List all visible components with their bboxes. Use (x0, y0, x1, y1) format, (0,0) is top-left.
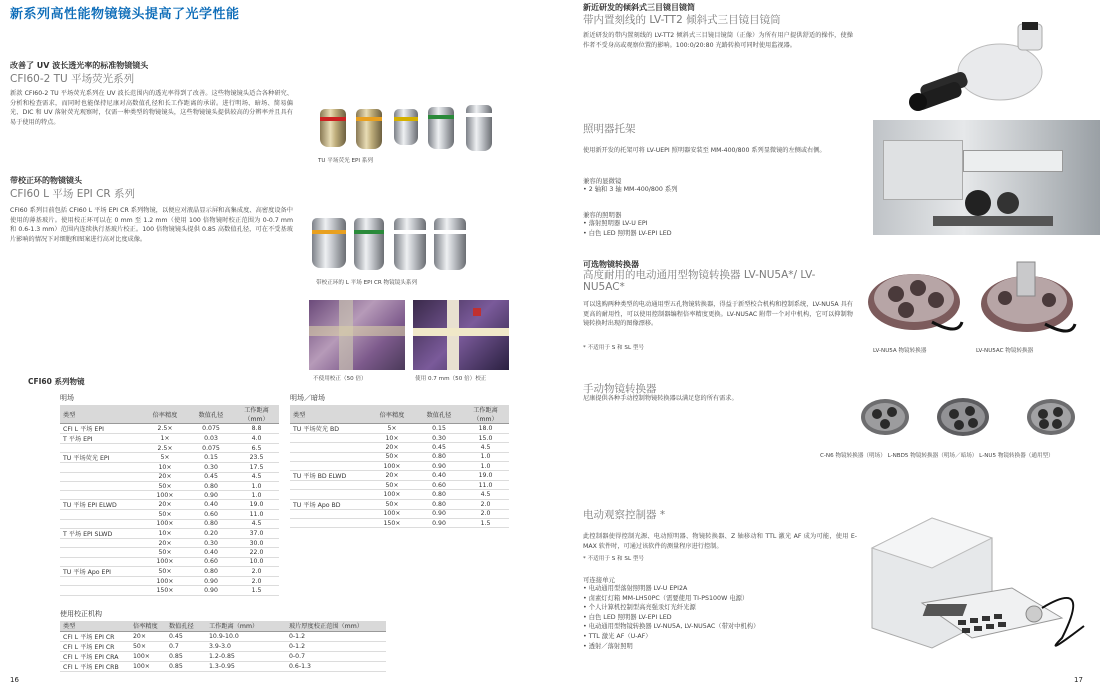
section2-heading: 带校正环的物镜镜头 (10, 176, 82, 185)
table-cell: 50× (368, 452, 416, 461)
table-cell: 0.20 (188, 529, 234, 539)
table-cell: 37.0 (234, 529, 279, 539)
table-cell (60, 576, 142, 585)
list-item: • 透射／落射照明 (583, 642, 633, 650)
table-cell: 50× (130, 641, 166, 651)
table-cell: 2.0 (462, 509, 509, 518)
table-cell: 11.0 (462, 481, 509, 490)
table-cell: 4.5 (234, 519, 279, 528)
table-cell: 17.5 (234, 463, 279, 472)
table-header-cell: 工作距离（mm） (234, 405, 279, 424)
table-cell: 20× (130, 631, 166, 641)
table-cell: CFI L 平场 EPI CRB (60, 661, 130, 671)
table-header-cell: 倍率精度 (130, 621, 166, 631)
table-row (60, 463, 279, 472)
table-row (60, 586, 279, 595)
table-cell: TU 平场 Apo EPI (60, 566, 142, 576)
r-section3-subheading: 高度耐用的电动通用型物镜转换器 LV-NU5A*/ LV-NU5AC* (583, 269, 816, 293)
r-section5-heading: 电动观察控制器 * (583, 509, 666, 521)
r-section1-subheading: 带内置刻线的 LV-TT2 倾斜式三目镜目镜筒 (583, 14, 781, 26)
table-cell: 0.40 (416, 471, 462, 481)
controller-photo (862, 508, 1090, 658)
table-cell: 0.60 (188, 557, 234, 566)
table-cell: 1.0 (234, 481, 279, 490)
table-cell: 0.6-1.3 (286, 661, 386, 671)
table-row (60, 566, 279, 576)
table-cell: CFI L 平场 EPI (60, 424, 142, 434)
table-row (290, 509, 509, 518)
table-cell: 150× (368, 519, 416, 528)
table-cell: 0.40 (188, 500, 234, 510)
table-cell (290, 519, 368, 528)
table-cell: 1× (142, 434, 188, 444)
r-section3-note: * 不适用于 S 和 SL 型号 (583, 345, 645, 351)
table-row (290, 481, 509, 490)
compatible-microscope-list (583, 185, 678, 195)
table-header-cell: 玻片厚度校正范围（mm） (286, 621, 386, 631)
table-cell: 0.90 (416, 519, 462, 528)
table-cell: 20× (142, 539, 188, 548)
table-cell: 19.0 (234, 500, 279, 510)
table-cell: 0-1.2 (286, 641, 386, 651)
table-cell: 0.90 (188, 576, 234, 585)
list-item: • 卤素灯灯箱 MM-LH50PC（需要使用 TI-PS100W 电源） (583, 594, 749, 602)
table-cell: 0.7 (166, 641, 206, 651)
table-row (60, 539, 279, 548)
darkfield-title: 明场／暗场 (290, 394, 325, 402)
table-cell: 20× (142, 500, 188, 510)
table-cell: CFI L 平场 EPI CR (60, 631, 130, 641)
table-cell: 11.0 (234, 510, 279, 519)
table-cell: 100× (368, 461, 416, 470)
table-cell: 50× (142, 548, 188, 557)
table-cell (60, 463, 142, 472)
list-item: • 落射照明器 LV-U EPI (583, 220, 648, 227)
page-number-right: 17 (1074, 676, 1083, 684)
micrograph-caption-left: 不使用校正（50 倍） (313, 376, 367, 382)
table-cell: 2.5× (142, 424, 188, 434)
table-cell: 2.5× (142, 444, 188, 453)
r-section2-body: 使用新开发的托架可将 LV-UEPI 照明器安装至 MM-400/800 系列显微镜的左侧或右侧。 (583, 147, 826, 154)
table-cell: TU 平场 BD ELWD (290, 471, 368, 481)
table-cell: 0.03 (188, 434, 234, 444)
table-cell: 30.0 (234, 539, 279, 548)
darkfield-table (290, 405, 509, 528)
table-cell: 0.60 (188, 510, 234, 519)
table-row (290, 499, 509, 509)
manual-nosepieces-photo (855, 395, 1085, 443)
table-cell: 0.80 (416, 499, 462, 509)
table-cell: 19.0 (462, 471, 509, 481)
table-row (290, 443, 509, 452)
cr-objective-lenses-photo (306, 214, 506, 274)
micrograph-uncorrected (309, 300, 405, 370)
compatible-illuminator-heading: 兼容的照明器 (583, 211, 622, 219)
table-cell: 5× (142, 453, 188, 463)
table-cell (290, 481, 368, 490)
tu-objective-lenses-photo (316, 103, 506, 155)
table-cell: 3.9-3.0 (206, 641, 286, 651)
table-cell: 0.45 (188, 472, 234, 481)
table-cell: 0.80 (416, 490, 462, 499)
table-cell: 20× (368, 471, 416, 481)
table-cell: 10× (142, 463, 188, 472)
table-row (290, 452, 509, 461)
section2-subheading: CFI60 L 平场 EPI CR 系列 (10, 188, 136, 200)
table-cell: 10× (142, 529, 188, 539)
table-cell (60, 539, 142, 548)
table-cell: 2.0 (234, 576, 279, 585)
table-cell: 1.0 (462, 461, 509, 470)
table-cell (290, 509, 368, 518)
connectable-units-list (583, 584, 759, 651)
table-cell (60, 491, 142, 500)
section2-body: CFI60 系列目前包括 CFI60 L 平场 EPI CR 系列物镜，以便应对液晶显示屏和高集成度、高密度设备中使用的薄基玻片。使用校正环可以在 0 mm 至 1.2 mm（使用 100 倍物镜时校正范围为 0-0.7 mm 和 0.6-1.3 mm）范围内连续执行基玻片校正。100 倍物镜镜头提供 0.85 高数值孔径，可在不受基玻片影响的情况下对细胞和图案进行高对比度成像。 (10, 207, 293, 243)
table-cell: 0.85 (166, 651, 206, 661)
table-cell: 0.30 (188, 539, 234, 548)
table-cell (60, 519, 142, 528)
page-title: 新系列高性能物镜镜头提高了光学性能 (10, 7, 240, 22)
table-cell (60, 510, 142, 519)
table-cell: 18.0 (462, 424, 509, 434)
table-header-cell: 工作距离（mm） (462, 405, 509, 424)
table-cell: 22.0 (234, 548, 279, 557)
r-section5-body: 此控制器使得控制光源、电动照明器、物镜转换器、Z 轴移动和 TTL 激光 AF 成为可能，使用 E-MAX 软件时，可通过该软件的测量程序进行控制。 (583, 533, 857, 550)
table-cell: 50× (368, 499, 416, 509)
table-row (60, 651, 386, 661)
table-cell: 4.5 (462, 443, 509, 452)
table-cell: 0.075 (188, 444, 234, 453)
table-header-cell: 类型 (290, 405, 368, 424)
r-section3-heading: 可选物镜转换器 (583, 260, 639, 269)
table-cell: TU 平场荧光 EPI (60, 453, 142, 463)
table-cell: 0.45 (416, 443, 462, 452)
illuminator-holder-photo (873, 120, 1100, 235)
table-cell: 1.5 (462, 519, 509, 528)
r-section2-heading: 照明器托架 (583, 123, 636, 135)
table-row (290, 471, 509, 481)
table-cell: 0.30 (416, 434, 462, 443)
table-cell: T 平场 EPI SLWD (60, 529, 142, 539)
table-cell: 100× (142, 557, 188, 566)
table-cell: 2.0 (462, 499, 509, 509)
table-cell (60, 444, 142, 453)
table-cell: 100× (142, 491, 188, 500)
table-row (290, 490, 509, 499)
table-header-cell: 倍率精度 (142, 405, 188, 424)
trinocular-tube-photo (900, 22, 1050, 112)
correction-title: 使用校正机构 (60, 610, 102, 618)
page-number-left: 16 (10, 676, 19, 684)
table-cell (290, 452, 368, 461)
table-cell: 1.0 (234, 491, 279, 500)
table-header-cell: 倍率精度 (368, 405, 416, 424)
table-header-cell: 工作距离（mm） (206, 621, 286, 631)
table-header-cell: 数值孔径 (416, 405, 462, 424)
table-row (60, 444, 279, 453)
table-cell (290, 434, 368, 443)
r-section4-heading: 手动物镜转换器 (583, 383, 657, 395)
table-cell: 50× (368, 481, 416, 490)
lv-nu5ac-photo (975, 258, 1085, 344)
table-cell: 0.30 (188, 463, 234, 472)
table-cell: 150× (142, 586, 188, 595)
table-cell: 4.5 (462, 490, 509, 499)
table-row (60, 510, 279, 519)
table-cell: CFI L 平场 EPI CRA (60, 651, 130, 661)
r-section5-note: * 不适用于 S 和 SL 型号 (583, 556, 645, 562)
table-cell: 0.80 (188, 481, 234, 490)
table-cell (290, 443, 368, 452)
series-title: CFI60 系列物镜 (28, 377, 85, 386)
table-row (60, 661, 386, 671)
table-cell: 20× (142, 472, 188, 481)
table-cell: TU 平场荧光 BD (290, 424, 368, 434)
table-header-cell: 数值孔径 (166, 621, 206, 631)
table-cell: 100× (368, 490, 416, 499)
cr-lenses-caption: 带校正环的 L 平场 EPI CR 物镜镜头系列 (316, 280, 418, 286)
table-cell: 0.85 (166, 661, 206, 671)
table-cell: 10.9-10.0 (206, 631, 286, 641)
connectable-units-heading: 可连接单元 (583, 576, 615, 584)
table-cell (60, 548, 142, 557)
table-row (290, 461, 509, 470)
table-cell: 0.80 (188, 566, 234, 576)
table-row (60, 500, 279, 510)
table-cell: 0.15 (416, 424, 462, 434)
table-cell: 0.90 (416, 509, 462, 518)
table-cell: CFI L 平场 EPI CR (60, 641, 130, 651)
table-cell: 50× (142, 510, 188, 519)
table-row (60, 519, 279, 528)
table-cell: 0-1.2 (286, 631, 386, 641)
table-row (60, 576, 279, 585)
list-item: • 白色 LED 照明器 LV-EPI LED (583, 613, 672, 621)
lv-nu5a-caption: LV-NU5A 物镜转换器 (873, 348, 927, 354)
table-cell: 100× (142, 519, 188, 528)
table-row (60, 557, 279, 566)
table-cell: TU 平场 Apo BD (290, 499, 368, 509)
list-item: • 白色 LED 照明器 LV-EPI LED (583, 229, 672, 237)
table-cell: 0.90 (188, 586, 234, 595)
correction-table (60, 621, 386, 672)
brightfield-title: 明场 (60, 394, 74, 402)
table-header-cell: 类型 (60, 405, 142, 424)
table-cell: 5× (368, 424, 416, 434)
r-section3-body: 可以选购两种类型的电动通用型五孔物镜转换器，得益于新型校合机构和控制系统，LV-NU5A 具有更高的耐用性，可以使用控制器编程倍率精度更换。LV-NU5AC 附带一个对中机构，它可以抑制物镜转换时出现的图像漂移。 (583, 301, 853, 328)
list-item: • TTL 激光 AF（U-AF） (583, 632, 652, 640)
table-cell (60, 481, 142, 490)
table-cell: 0-0.7 (286, 651, 386, 661)
section1-body: 新款 CFI60-2 TU 平场荧光系列在 UV 波长范围内的透光率得到了改善。这些物镜镜头适合各种研究、分析和检查需求，而同时也能保持尼康对高数值孔径和长工作距离的承诺。进行明场、暗场、简易偏光、DIC 和 UV 落射荧光观察时，仅需一种类型的物镜镜头，这些物镜镜头提供较高的分辨率并且具有易于使用的特点。 (10, 90, 293, 126)
table-cell: 0.90 (416, 461, 462, 470)
table-cell: 1.0 (462, 452, 509, 461)
table-cell: 0.45 (166, 631, 206, 641)
table-cell: 4.0 (234, 434, 279, 444)
list-item: • 电动通用型物镜转换器 LV-NU5A, LV-NU5AC（带对中机构） (583, 623, 760, 631)
table-cell: 15.0 (462, 434, 509, 443)
table-row (60, 491, 279, 500)
table-row (290, 434, 509, 443)
table-cell: 100× (130, 661, 166, 671)
table-cell: 50× (142, 481, 188, 490)
table-cell (60, 557, 142, 566)
r-section1-body: 新近研发的带内置刻线的 LV-TT2 倾斜式三目镜目镜筒（正像）为所有用户提供舒适的操作，使操作者不受身高或观察位置的影响。100:0/20:80 光路转换可同时使用监视器。 (583, 32, 853, 49)
table-cell: 0.60 (416, 481, 462, 490)
table-cell: 0.15 (188, 453, 234, 463)
table-cell: 0.80 (188, 519, 234, 528)
table-cell: 0.90 (188, 491, 234, 500)
brightfield-table (60, 405, 279, 596)
table-cell (60, 586, 142, 595)
table-cell: 23.5 (234, 453, 279, 463)
compatible-illuminator-list (583, 219, 672, 238)
table-header-cell: 数值孔径 (188, 405, 234, 424)
lv-nu5ac-caption: LV-NU5AC 物镜转换器 (976, 348, 1034, 354)
table-row (290, 424, 509, 434)
table-cell: 100× (130, 651, 166, 661)
table-cell (290, 461, 368, 470)
list-item: • 2 轴和 3 轴 MM-400/800 系列 (583, 186, 678, 193)
table-row (60, 529, 279, 539)
table-row (290, 519, 509, 528)
lv-nu5a-photo (862, 262, 972, 344)
manual-nosepieces-caption: C-N6 物镜转换器（明场） L-NBD5 物镜转换器（明场／暗场） L-NU5 物镜转换器（通用型） (820, 453, 1054, 459)
table-row (60, 434, 279, 444)
table-header-cell: 类型 (60, 621, 130, 631)
table-row (60, 453, 279, 463)
table-cell: T 平场 EPI (60, 434, 142, 444)
table-cell: 0.075 (188, 424, 234, 434)
table-cell: 20× (368, 443, 416, 452)
table-row (60, 424, 279, 434)
table-cell: 2.0 (234, 566, 279, 576)
table-cell (290, 490, 368, 499)
table-cell: 0.80 (416, 452, 462, 461)
micrograph-caption-right: 使用 0.7 mm（50 倍）校正 (415, 376, 487, 382)
table-row (60, 631, 386, 641)
r-section1-heading: 新近研发的倾斜式三目镜目镜筒 (583, 3, 695, 12)
r-section4-body: 尼康提供各种手动控制物镜转换器以满足您的所有需求。 (583, 395, 738, 402)
table-row (60, 472, 279, 481)
table-cell: 6.5 (234, 444, 279, 453)
table-cell: 0.40 (188, 548, 234, 557)
table-cell: 8.8 (234, 424, 279, 434)
list-item: • 个人计算机控制型高亮强汞灯光纤光源 (583, 604, 696, 612)
section1-subheading: CFI60-2 TU 平场荧光系列 (10, 73, 135, 85)
table-cell: TU 平场 EPI ELWD (60, 500, 142, 510)
table-cell: 1.5 (234, 586, 279, 595)
table-cell: 10.0 (234, 557, 279, 566)
compatible-microscope-heading: 兼容的显微镜 (583, 177, 622, 185)
table-row (60, 641, 386, 651)
micrograph-corrected (413, 300, 509, 370)
table-cell: 1.3-0.95 (206, 661, 286, 671)
table-cell: 100× (142, 576, 188, 585)
table-cell (60, 472, 142, 481)
table-cell: 1.2-0.85 (206, 651, 286, 661)
table-row (60, 481, 279, 490)
table-cell: 10× (368, 434, 416, 443)
tu-lenses-caption: TU 平场荧光 EPI 系列 (318, 158, 373, 164)
section1-heading: 改善了 UV 波长透光率的标准物镜镜头 (10, 61, 149, 70)
table-cell: 4.5 (234, 472, 279, 481)
table-row (60, 548, 279, 557)
table-cell: 50× (142, 566, 188, 576)
table-cell: 100× (368, 509, 416, 518)
list-item: • 电动通用型落射照明器 LV-U EPI2A (583, 585, 688, 592)
